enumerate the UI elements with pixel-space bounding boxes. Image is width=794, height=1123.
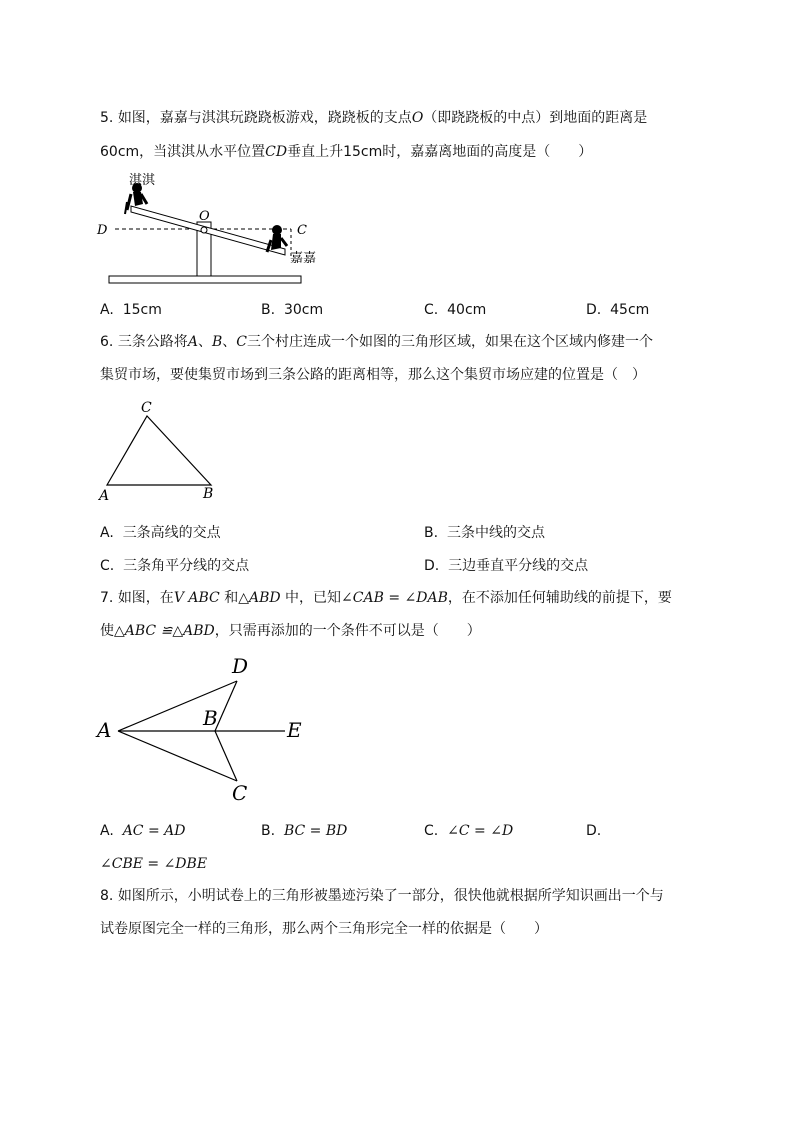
q7-line2	[100, 621, 481, 641]
q7-option-d-letter[interactable]	[586, 821, 601, 841]
q7-triangle-abd: △ABD	[238, 590, 281, 606]
q5-text: 如图，嘉嘉与淇淇玩跷跷板游戏，跷跷板的支点	[117, 110, 412, 126]
option-letter: A.	[100, 302, 114, 318]
option-text: 三条高线的交点	[122, 525, 221, 541]
q8-text: 如图所示，小明试卷上的三角形被墨迹污染了一部分，很快他就根据所学知识画出一个与	[117, 888, 664, 904]
q5-option-a[interactable]	[100, 300, 162, 320]
option-letter: B.	[261, 823, 276, 839]
q5-seesaw-figure	[95, 170, 315, 290]
q8-line1	[100, 886, 664, 906]
q7-text: 如图，在	[117, 590, 174, 606]
pivot-point	[201, 227, 207, 233]
label-o: O	[199, 209, 210, 224]
option-letter: D.	[586, 302, 602, 318]
q5-text: 垂直上升15cm时，嘉嘉离地面的高度是（ ）	[287, 144, 593, 160]
q6-option-b[interactable]	[424, 523, 545, 543]
label-e: E	[287, 718, 302, 742]
label-d: D	[232, 654, 249, 678]
q7-text: 和	[224, 590, 239, 606]
ground-bar	[109, 276, 301, 283]
q7-text: 使	[100, 623, 114, 639]
q7-line1	[100, 588, 672, 608]
q5-option-b[interactable]	[261, 300, 323, 320]
q6-triangle-figure	[95, 398, 225, 508]
q7-text: ，在不添加任何辅助线的前提下，要	[447, 590, 672, 606]
q5-text: ，当淇淇从水平位置	[139, 144, 266, 160]
q5-line1	[100, 108, 647, 128]
option-text: AC = AD	[122, 823, 186, 839]
label-c: C	[232, 781, 248, 805]
option-letter: A.	[100, 823, 114, 839]
option-text: 三边垂直平分线的交点	[448, 558, 589, 574]
q5-text: （即跷跷板的中点）到地面的距离是	[423, 110, 648, 126]
label-b: B	[203, 706, 218, 730]
label-a: A	[99, 488, 110, 504]
q5-number: 5.	[100, 110, 114, 126]
label-c: C	[141, 400, 152, 416]
option-letter: B.	[261, 302, 276, 318]
triangle-abc	[107, 416, 211, 485]
label-c: C	[297, 223, 307, 238]
option-text: 三条中线的交点	[446, 525, 545, 541]
label-a: A	[97, 718, 112, 742]
q7-congruence: △ABC ≌△ABD	[114, 623, 215, 639]
q5-text: 60cm	[100, 144, 140, 160]
q6-option-d[interactable]	[424, 556, 588, 576]
q7-option-a[interactable]	[100, 821, 185, 841]
option-text: 三条角平分线的交点	[123, 558, 250, 574]
q6-number: 6.	[100, 334, 114, 350]
q8-number: 8.	[100, 888, 114, 904]
q6-option-c[interactable]	[100, 556, 249, 576]
q6-line1	[100, 332, 653, 352]
option-letter: D.	[424, 558, 440, 574]
q6-line2: 集贸市场，要使集贸市场到三条公路的距离相等，那么这个集贸市场应建的位置是（ ）	[100, 367, 646, 383]
q6-var-c: C	[236, 334, 247, 350]
q6-var-b: B	[211, 334, 223, 350]
q7-text: ，只需再添加的一个条件不可以是（ ）	[214, 623, 481, 639]
option-letter: D.	[586, 823, 602, 839]
q7-figure	[95, 655, 315, 805]
option-text: ∠CBE = ∠DBE	[100, 856, 208, 872]
option-text: 15cm	[122, 302, 162, 318]
q7-option-c[interactable]	[424, 821, 513, 841]
q7-condition: ∠CAB = ∠DAB	[341, 590, 448, 606]
option-text: 40cm	[447, 302, 487, 318]
q6-option-a[interactable]	[100, 523, 221, 543]
segment-ac	[118, 731, 237, 781]
q5-option-d[interactable]	[586, 300, 649, 320]
q6-var-a: A	[187, 334, 198, 350]
q7-text: 中，已知	[285, 590, 342, 606]
q6-sep: 、	[222, 334, 237, 350]
option-letter: B.	[424, 525, 439, 541]
q6-text: 三个村庄连成一个如图的三角形区域，如果在这个区域内修建一个	[246, 334, 653, 350]
q7-option-b[interactable]	[261, 821, 347, 841]
segment-ad	[118, 681, 237, 731]
option-letter: C.	[424, 302, 439, 318]
label-b: B	[203, 486, 214, 502]
q5-line2	[100, 142, 592, 162]
q6-text: 三条公路将	[117, 334, 188, 350]
option-text: BC = BD	[283, 823, 348, 839]
option-letter: C.	[100, 558, 115, 574]
q7-option-d-text[interactable]	[100, 854, 207, 874]
q6-sep: 、	[197, 334, 212, 350]
q5-option-c[interactable]	[424, 300, 486, 320]
label-d: D	[97, 223, 108, 238]
q8-line2: 试卷原图完全一样的三角形，那么两个三角形完全一样的依据是（ ）	[100, 921, 548, 937]
label-jiajia: 嘉嘉	[290, 251, 317, 266]
q5-var-o: O	[411, 110, 424, 126]
q7-triangle-abc: V ABC	[173, 590, 220, 606]
option-text: 45cm	[610, 302, 650, 318]
q7-number: 7.	[100, 590, 114, 606]
label-qiqi: 淇淇	[129, 173, 156, 188]
option-letter: A.	[100, 525, 114, 541]
option-text: ∠C = ∠D	[447, 823, 514, 839]
option-text: 30cm	[283, 302, 324, 318]
option-letter: C.	[424, 823, 439, 839]
q5-var-cd: CD	[265, 144, 288, 160]
